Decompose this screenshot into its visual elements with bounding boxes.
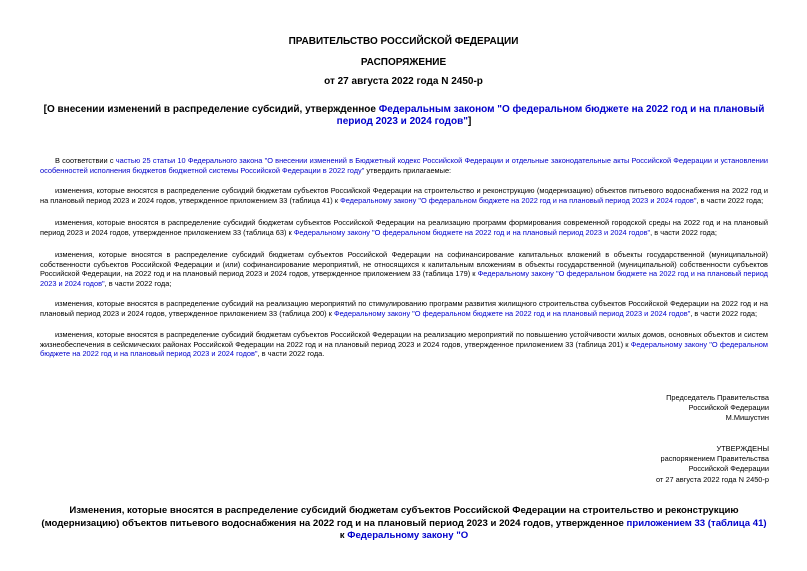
paragraph-text: изменения, которые вносятся в распределение субсидий бюджетам субъектов Российской Федерации на реализацию программ формирования современной городской среды на 2022 год и на плановый период 2023 и 2024 годов, утвержденное приложением 33 (таблица 63) к bbox=[40, 218, 768, 237]
approval-block bbox=[656, 444, 769, 485]
title-law-link[interactable]: Федеральным законом "О федеральном бюджете на 2022 год и на плановый период 2023 и 2024 годов" bbox=[336, 104, 765, 127]
paragraph-text: , в части 2022 года; bbox=[696, 195, 764, 205]
approval-heading: УТВЕРЖДЕНЫ bbox=[716, 444, 769, 453]
title-text-end: ] bbox=[467, 116, 472, 127]
government-heading: ПРАВИТЕЛЬСТВО РОССИЙСКОЙ ФЕДЕРАЦИИ bbox=[288, 36, 519, 47]
law-link[interactable]: Федеральному закону "О федеральном бюджете на 2022 год и на плановый период 2023 и 2024 годов" bbox=[40, 269, 768, 288]
document-date-number: от 27 августа 2022 года N 2450-р bbox=[324, 76, 483, 87]
law-link[interactable]: Федеральному закону "О федеральном бюджете на 2022 год и на плановый период 2023 и 2024 годов" bbox=[40, 339, 768, 359]
annex-table-link[interactable]: приложением 33 (таблица 41) bbox=[626, 517, 767, 529]
annex-title bbox=[40, 505, 768, 543]
law-link[interactable]: частью 25 статьи 10 Федерального закона "О внесении изменений в Бюджетный кодекс Российской Федерации и отдельные законодательные акты Российской Федерации и установлении особенностей исполнения бюджетов бюджетной системы Российской Федерации в 2022 году" bbox=[40, 156, 768, 175]
paragraph-item-3 bbox=[40, 250, 768, 288]
signature-organization: Российской Федерации bbox=[688, 403, 769, 413]
paragraph-text: изменения, которые вносятся в распределение субсидий на реализацию мероприятий по стимулированию программ развития жилищного строительства субъектов Российской Федерации на 2022 год и на плановый период 2023 и 2024 годов, утвержденное приложением 33 (таблица 200) к bbox=[40, 299, 768, 318]
paragraph-text: изменения, которые вносятся в распределение субсидий бюджетам субъектов Российской Федерации на реализацию мероприятий по повышению устойчивости жилых домов, основных объектов и систем жизнеобеспечения в сейсмических районах Российской Федерации на 2022 год и на плановый период 2023 и 2024 годов, утвержденное приложением 33 (таблица 201) к bbox=[40, 330, 768, 349]
document-type-heading: РАСПОРЯЖЕНИЕ bbox=[360, 57, 447, 68]
approval-act: распоряжением Правительства bbox=[660, 454, 769, 464]
annex-law-link[interactable]: Федеральному закону "О bbox=[347, 530, 469, 541]
paragraph-text: изменения, которые вносятся в распределение субсидий бюджетам субъектов Российской Федерации на строительство и реконструкцию (модернизацию) объектов питьевого водоснабжения на 2022 год и на плановый период 2023 и 2024 годов, утвержденное приложением 33 (таблица 41) к bbox=[40, 186, 768, 205]
paragraph-item-4 bbox=[40, 299, 768, 318]
paragraph-item-2 bbox=[40, 218, 768, 237]
annex-title-text: Изменения, которые вносятся в распределение субсидий бюджетам субъектов Российской Федерации на строительство и реконструкцию (модернизацию) объектов питьевого водоснабжения на 2022 год и на плановый период 2023 и 2024 годов, утвержденное bbox=[41, 505, 739, 529]
title-text-start: [О внесении изменений в распределение субсидий, утвержденное bbox=[43, 104, 379, 115]
paragraph-text: В соответствии с bbox=[55, 156, 116, 165]
paragraph-text: изменения, которые вносятся в распределение субсидий бюджетам субъектов Российской Федерации на софинансирование капитальных вложений в объекты государственной (муниципальной) собственности субъектов Российской Федерации и (или) софинансирование мероприятий, не относящихся к капитальным вложениям в объекты государственной (муниципальной) собственности субъектов Российской Федерации, на 2022 год и на плановый период 2023 и 2024 годов, утвержденное приложением 33 (таблица 179) к bbox=[40, 250, 768, 279]
signature-block bbox=[666, 393, 769, 424]
paragraph-text: , в части 2022 года; bbox=[690, 308, 758, 318]
paragraph-text: утвердить прилагаемые: bbox=[364, 165, 452, 175]
signature-name: М.Мишустин bbox=[725, 413, 769, 423]
document-title bbox=[40, 104, 768, 128]
annex-title-text: к bbox=[339, 530, 348, 541]
law-link[interactable]: Федеральному закону "О федеральном бюджете на 2022 год и на плановый период 2023 и 2024 годов" bbox=[333, 308, 691, 318]
law-link[interactable]: Федеральному закону "О федеральном бюджете на 2022 год и на плановый период 2023 и 2024 годов" bbox=[293, 227, 651, 237]
paragraph-text: , в части 2022 года. bbox=[257, 349, 325, 359]
law-link[interactable]: Федеральному закону "О федеральном бюджете на 2022 год и на плановый период 2023 и 2024 годов" bbox=[340, 195, 697, 205]
paragraph-preamble bbox=[40, 156, 768, 175]
signature-position: Председатель Правительства bbox=[666, 393, 769, 402]
approval-organization: Российской Федерации bbox=[688, 464, 769, 474]
paragraph-text: , в части 2022 года; bbox=[650, 227, 717, 237]
approval-date: от 27 августа 2022 года N 2450-р bbox=[655, 474, 769, 484]
paragraph-item-5 bbox=[40, 330, 768, 359]
paragraph-text: , в части 2022 года; bbox=[104, 278, 172, 288]
paragraph-item-1 bbox=[40, 186, 768, 205]
